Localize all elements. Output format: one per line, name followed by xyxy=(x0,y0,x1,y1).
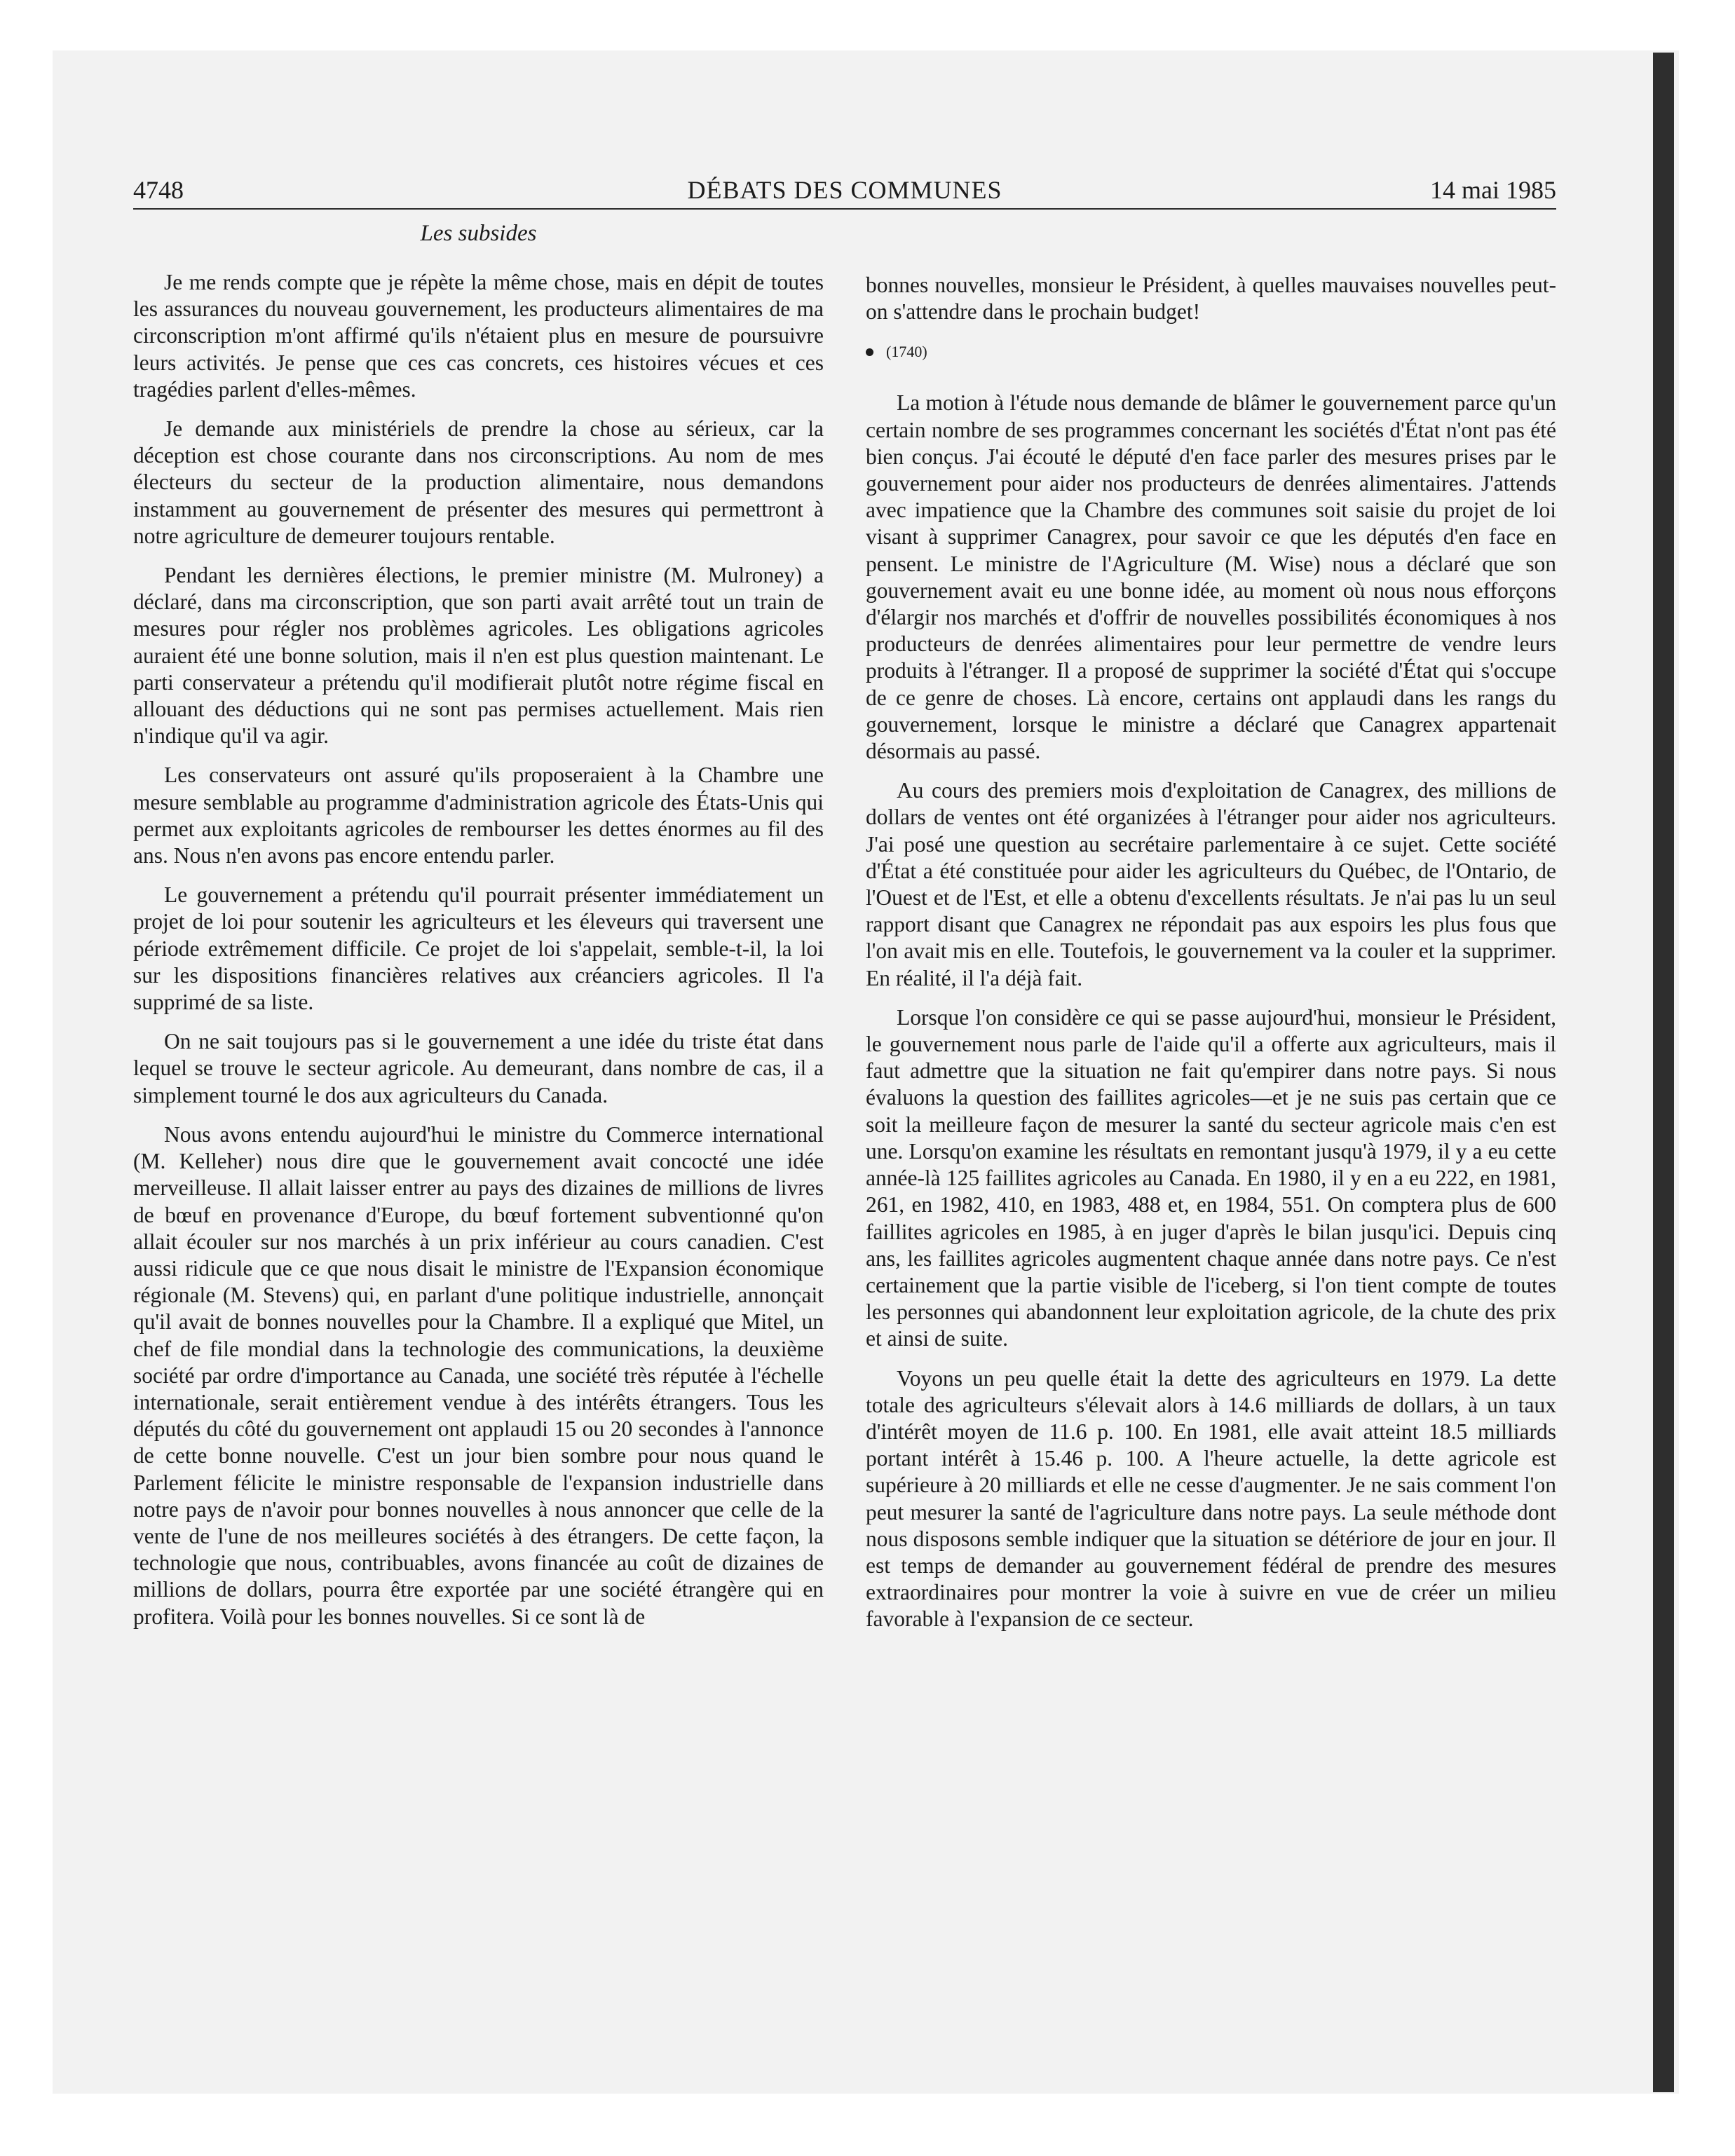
left-column xyxy=(133,219,824,1643)
scan-edge-shadow xyxy=(1653,53,1674,2092)
paragraph: Je demande aux ministériels de prendre la chose au sérieux, car la déception est chose courante dans nos circonscriptions. Au nom de mes électeurs du secteur de la production alimentaire, nous demandons instamment au gouvernement de présenter des mesures qui permettront à notre agriculture de demeurer toujours rentable. xyxy=(133,416,824,548)
time-marker-label: (1740) xyxy=(886,343,927,361)
paragraph: Au cours des premiers mois d'exploitation de Canagrex, des millions de dollars de ventes ont été organizées à l'étranger pour aider nos agriculteurs. J'ai posé une question au secrétaire parlementaire à ce sujet. Cette société d'État a été constituée pour aider les agriculteurs du Québec, de l'Ontario, de l'Ouest et de l'Est, et elle a obtenu d'excellents résultats. Je n'ai pas lu un seul rapport disant que Canagrex ne répondait pas aux espoirs les plus fous que l'on avait mis en elle. Toutefois, le gouvernement va la couler et la supprimer. En réalité, il l'a déjà fait. xyxy=(866,778,1556,990)
paragraph-continuation: bonnes nouvelles, monsieur le Président, à quelles mauvaises nouvelles peut-on s'attendre dans le prochain budget! xyxy=(866,273,1556,325)
right-column xyxy=(866,272,1556,1646)
paragraph: La motion à l'étude nous demande de blâmer le gouvernement parce qu'un certain nombre de ses programmes concernant les sociétés d'État n'ont pas été bien conçus. J'ai écouté le député d'en face parler des mesures prises par le gouvernement pour aider nos producteurs de denrées alimentaires. J'attends avec impatience que la Chambre des communes soit saisie du projet de loi visant à supprimer Canagrex, pour savoir ce que les députés d'en face en pensent. Le ministre de l'Agriculture (M. Wise) nous a déclaré que son gouvernement avait eu une bonne idée, au moment où nous nous efforçons d'élargir nos marchés et d'offrir de nouvelles possibilités économiques à nos producteurs de denrées alimentaires pour leur permettre de vendre leurs produits à l'étranger. Il a proposé de supprimer la société d'État qui s'occupe de ce genre de choses. Là encore, certains ont applaudi dans les rangs du gouvernement, lorsque le ministre a déclaré que Canagrex appartenait désormais au passé. xyxy=(866,390,1556,764)
paragraph: Le gouvernement a prétendu qu'il pourrait présenter immédiatement un projet de loi pour soutenir les agriculteurs et les éleveurs qui traversent une période extrêmement difficile. Ce projet de loi s'appelait, semble-t-il, la loi sur les dispositions financières relatives aux créanciers agricoles. Il l'a supprimé de sa liste. xyxy=(133,882,824,1015)
bullet-icon xyxy=(866,348,873,356)
page-number: 4748 xyxy=(133,176,184,204)
time-marker xyxy=(866,338,1556,366)
page-date: 14 mai 1985 xyxy=(1430,176,1556,204)
paragraph: Voyons un peu quelle était la dette des agriculteurs en 1979. La dette totale des agriculteurs s'élevait alors à 14.6 milliards de dollars, à un taux d'intérêt moyen de 11.6 p. 100. En 1981, elle avait atteint 18.5 milliards portant intérêt à 15.46 p. 100. A l'heure actuelle, la dette agricole est supérieure à 20 milliards et elle ne cesse d'augmenter. Je ne sais comment l'on peut mesurer la santé de l'agriculture dans notre pays. La seule méthode dont nous disposons semble indiquer que la situation se détériore de jour en jour. Il est temps de demander au gouvernement fédéral de prendre des mesures extraordinaires pour montrer la voie à suivre en vue de créer un milieu favorable à l'expansion de ce secteur. xyxy=(866,1365,1556,1632)
paragraph: Pendant les dernières élections, le premier ministre (M. Mulroney) a déclaré, dans ma circonscription, que son parti avait arrêté tout un train de mesures pour régler nos problèmes agricoles. Les obligations agricoles auraient été une bonne solution, mais il n'en est plus question maintenant. Le parti conservateur a prétendu qu'il modifierait plutôt notre régime fiscal en allouant des déductions qui ne sont pas permises actuellement. Mais rien n'indique qu'il va agir. xyxy=(133,563,824,749)
page-header xyxy=(133,172,1556,210)
paragraph: On ne sait toujours pas si le gouvernement a une idée du triste état dans lequel se trouve le secteur agricole. Au demeurant, dans nombre de cas, il a simplement tourné le dos aux agriculteurs du Canada. xyxy=(133,1029,824,1107)
paragraph: Les conservateurs ont assuré qu'ils proposeraient à la Chambre une mesure semblable au programme d'administration agricole des États-Unis qui permet aux exploitants agricoles de rembourser les dettes énormes au fil des ans. Nous n'en avons pas encore entendu parler. xyxy=(133,763,824,868)
paragraph: Nous avons entendu aujourd'hui le ministre du Commerce international (M. Kelleher) nous dire que le gouvernement avait concocté une idée merveilleuse. Il allait laisser entrer au pays des dizaines de millions de livres de bœuf en provenance d'Europe, du bœuf fortement subventionné qu'on allait écouler sur nos marchés à un prix inférieur au cours canadien. C'est aussi ridicule que ce que nous disait le ministre de l'Expansion économique régionale (M. Stevens) qui, en parlant d'une politique industrielle, annonçait qu'il avait de bonnes nouvelles pour la Chambre. Il a expliqué que Mitel, un chef de file mondial dans la technologie des communications, la deuxième société par ordre d'importance au Canada, une société très réputée à l'échelle internationale, serait entièrement vendue à des intérêts étrangers. Tous les députés du côté du gouvernement ont applaudi 15 ou 20 secondes à l'annonce de cette bonne nouvelle. C'est un jour bien sombre pour nous quand le Parlement félicite le ministre responsable de l'expansion industrielle dans notre pays de n'avoir pour bonnes nouvelles à nous annoncer que celle de la vente de l'une de nos meilleures sociétés à des étrangers. De cette façon, la technologie que nous, contribuables, avons financée au coût de dizaines de millions de dollars, pourra être exportée par une société étrangère qui en profitera. Voilà pour les bonnes nouvelles. Si ce sont là de xyxy=(133,1121,824,1629)
publication-title: DÉBATS DES COMMUNES xyxy=(687,176,1002,204)
paragraph: Je me rends compte que je répète la même chose, mais en dépit de toutes les assurances du nouveau gouvernement, les producteurs alimentaires de ma circonscription m'ont affirmé qu'ils n'étaient plus en mesure de poursuivre leurs activités. Je pense que ces cas concrets, ces histoires vécues et ces tragédies parlent d'elles-mêmes. xyxy=(133,270,824,402)
section-title: Les subsides xyxy=(420,221,537,246)
paragraph: Lorsque l'on considère ce qui se passe aujourd'hui, monsieur le Président, le gouvernement nous parle de l'aide qu'il a offerte aux agriculteurs, mais il faut admettre que la situation ne fait qu'empirer dans notre pays. Si nous évaluons la question des faillites agricoles—et je ne suis pas certain que ce soit la meilleure façon de mesurer la santé du secteur agricole mais c'en est une. Lorsqu'on examine les résultats en remontant jusqu'à 1979, il y a eu cette année-là 125 faillites agricoles au Canada. En 1980, il y en a eu 222, en 1981, 261, en 1982, 410, en 1983, 488 et, en 1984, 551. On comptera plus de 600 faillites agricoles en 1985, à en juger d'après le bilan jusqu'ici. Depuis cinq ans, les faillites agricoles augmentent chaque année dans notre pays. Ce n'est certainement que la partie visible de l'iceberg, si l'on tient compte de toutes les personnes qui abandonnent leur exploitation agricole, de la chute des prix et ainsi de suite. xyxy=(866,1004,1556,1351)
